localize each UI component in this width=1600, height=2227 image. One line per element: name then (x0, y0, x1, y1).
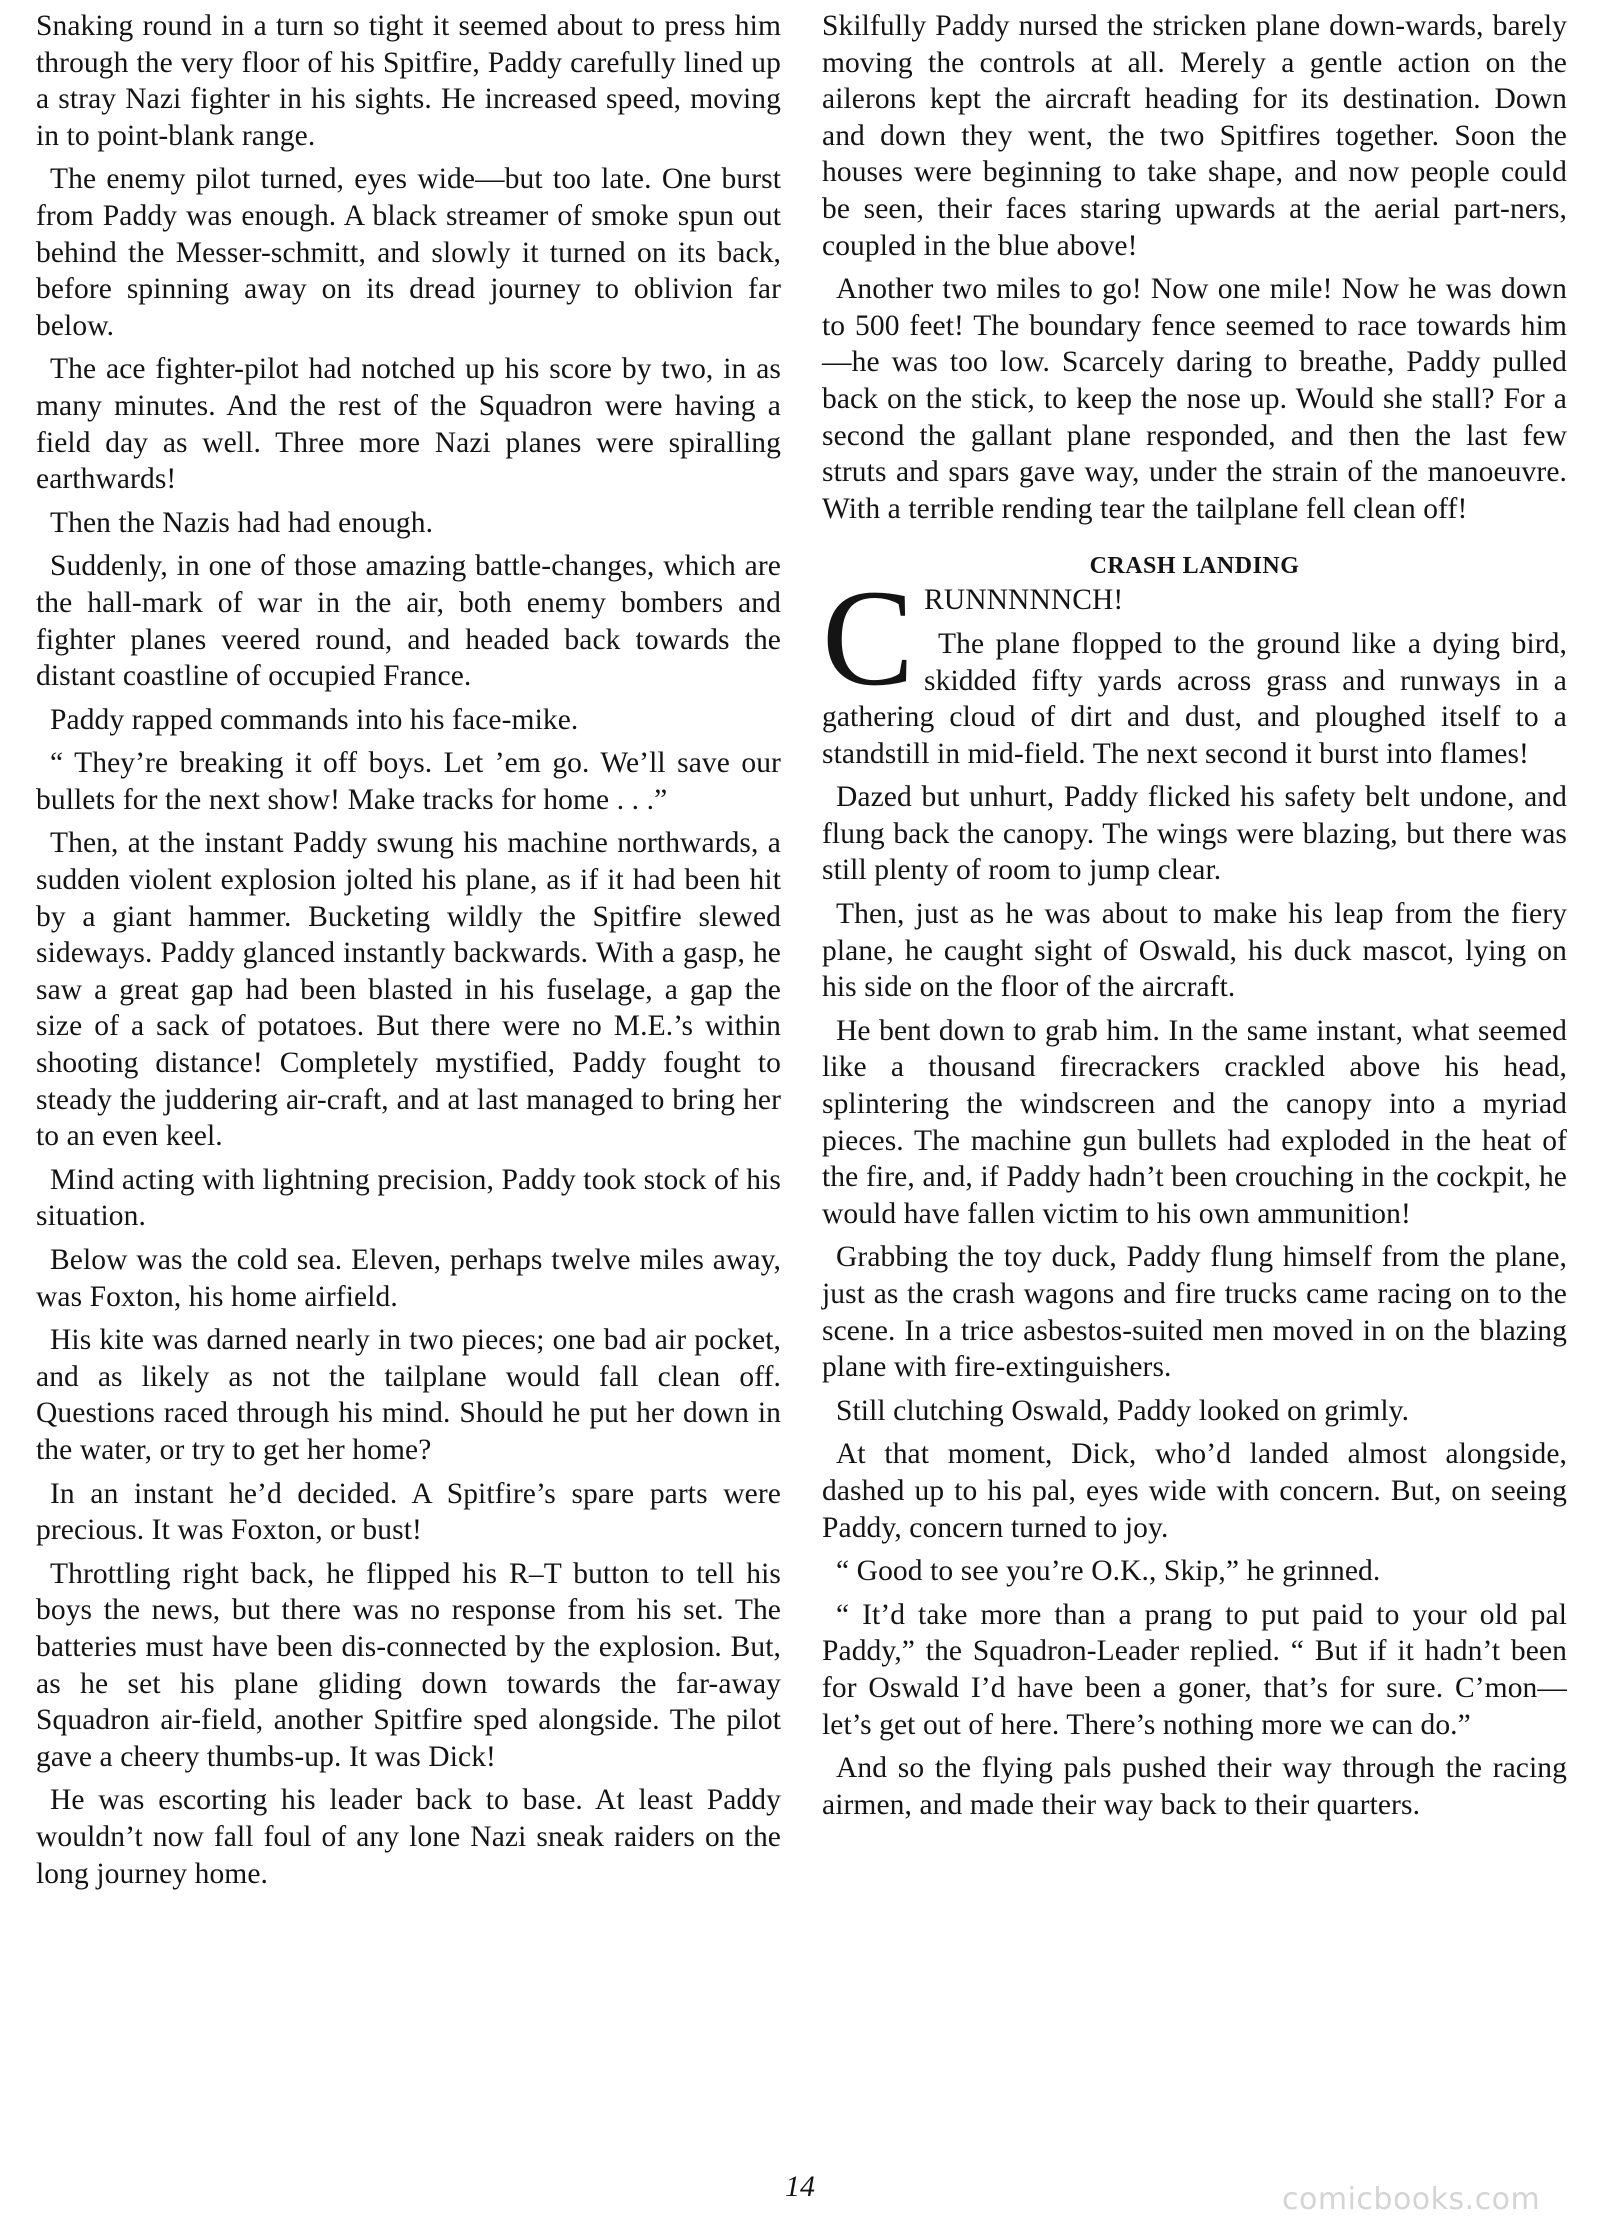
paragraph: Throttling right back, he flipped his R–T button to tell his boys the news, but there was no response from his set. The batteries must have been dis-connected by the explosion. But, as he set his plane gliding down towards the far-away Squadron air-field, another Spitfire sped alongside. The pilot gave a cheery thumbs-up. It was Dick! (36, 1557, 781, 1773)
paragraph: Below was the cold sea. Eleven, perhaps twelve miles away, was Foxton, his home airfield. (36, 1244, 781, 1313)
paragraph: The ace fighter-pilot had notched up his score by two, in as many minutes. And the rest of the Squadron were having a field day as well. Three more Nazi planes were spiralling earthwards! (36, 353, 781, 496)
paragraph: Suddenly, in one of those amazing battle-changes, which are the hall-mark of war in the air, both enemy bombers and fighter planes veered round, and headed back towards the distant coastline of occupied France. (36, 550, 781, 693)
paragraph: Snaking round in a turn so tight it seemed about to press him through the very floor of his Spitfire, Paddy carefully lined up a stray Nazi fighter in his sights. He increased speed, moving in to point-blank range. (36, 10, 781, 152)
section-heading: CRASH LANDING (1089, 553, 1300, 580)
paragraph: Grabbing the toy duck, Paddy flung himself from the plane, just as the crash wagons and fire trucks came racing on to the scene. In a trice asbestos-suited men moved in on the blazing plane with fire-extinguishers. (822, 1241, 1567, 1384)
paragraph: He was escorting his leader back to base. At least Paddy wouldn’t now fall foul of any lone Nazi sneak raiders on the long journey home. (36, 1784, 781, 1890)
paragraph: The enemy pilot turned, eyes wide—but too late. One burst from Paddy was enough. A black streamer of smoke spun out behind the Messer-schmitt, and slowly it turned on its back, before spinning away on its dread journey to oblivion far below. (36, 163, 781, 342)
paragraph: Then, just as he was about to make his leap from the fiery plane, he caught sight of Oswald, his duck mascot, lying on his side on the floor of the aircraft. (822, 898, 1567, 1004)
paragraph: Another two miles to go! Now one mile! Now he was down to 500 feet! The boundary fence seemed to race towards him—he was too low. Scarcely daring to breathe, Paddy pulled back on the stick, to keep the nose up. Would she stall? For a second the gallant plane responded, and then the last few struts and spars gave way, under the strain of the manoeuvre. With a terrible rending tear the tailplane fell clean off! (822, 273, 1567, 525)
paragraph: The plane flopped to the ground like a dying bird, skidded fifty yards across grass and runways in a gathering cloud of dirt and dust, and ploughed itself to a standstill in mid-field. The next second it burst into flames! (822, 627, 1567, 770)
paragraph: At that moment, Dick, who’d landed almost alongside, dashed up to his pal, eyes wide with concern. But, on seeing Paddy, concern turned to joy. (822, 1438, 1567, 1544)
paragraph: In an instant he’d decided. A Spitfire’s spare parts were precious. It was Foxton, or bust! (36, 1477, 781, 1547)
paragraph: Mind acting with lightning precision, Paddy took stock of his situation. (36, 1163, 781, 1233)
paragraph: And so the flying pals pushed their way through the racing airmen, and made their way back to their quarters. (822, 1752, 1567, 1821)
drop-cap: C (822, 561, 915, 715)
left-column (36, 8, 781, 1899)
paragraph: Then the Nazis had had enough. (50, 506, 434, 539)
paragraph: “ It’d take more than a prang to put paid to your old pal Paddy,” the Squadron-Leader replied. “ But if it hadn’t been for Oswald I’d have been a goner, that’s for sure. C’mon—let’s get out of here. There’s nothing more we can do.” (822, 1598, 1567, 1741)
paragraph: Still clutching Oswald, Paddy looked on grimly. (836, 1394, 1410, 1427)
paragraph: “ They’re breaking it off boys. Let ’em go. We’ll save our bullets for the next show! Make tracks for home . . .” (36, 747, 781, 816)
paragraph: Skilfully Paddy nursed the stricken plane down-wards, barely moving the controls at all. Merely a gentle action on the ailerons kept the aircraft heading for its destination. Down and down they went, the two Spitfires together. Soon the houses were beginning to take shape, and now people could be seen, their faces staring upwards at the aerial part-ners, coupled in the blue above! (822, 10, 1567, 262)
paragraph: Then, at the instant Paddy swung his machine northwards, a sudden violent explosion jolted his plane, as if it had been hit by a giant hammer. Bucketing wildly the Spitfire slewed sideways. Paddy glanced instantly backwards. With a gasp, he saw a great gap had been blasted in his fuselage, a gap the size of a sack of potatoes. But there were no M.E.’s within shooting distance! Completely mystified, Paddy fought to steady the juddering air-craft, and at last managed to bring her to an even keel. (36, 827, 781, 1153)
paragraph: He bent down to grab him. In the same instant, what seemed like a thousand firecrackers crackled above his head, splintering the windscreen and the canopy into a myriad pieces. The machine gun bullets had exploded in the heat of the fire, and, if Paddy hadn’t been crouching in the cockpit, he would have fallen victim to his own ammunition! (822, 1014, 1567, 1230)
watermark: comicbooks.com (1282, 2182, 1541, 2217)
paragraph: “ Good to see you’re O.K., Skip,” he grinned. (836, 1555, 1381, 1588)
right-column (822, 8, 1567, 1830)
paragraph: Paddy rapped commands into his face-mike. (50, 703, 579, 736)
paragraph: Dazed but unhurt, Paddy flicked his safety belt undone, and flung back the canopy. The wings were blazing, but there was still plenty of room to jump clear. (822, 781, 1567, 887)
paragraph: RUNNNNNCH! (924, 584, 1124, 617)
page-number: 14 (785, 2170, 815, 2203)
paragraph: His kite was darned nearly in two pieces; one bad air pocket, and as likely as not the tailplane would fall clean off. Questions raced through his mind. Should he put her down in the water, or try to get her home? (36, 1324, 781, 1466)
